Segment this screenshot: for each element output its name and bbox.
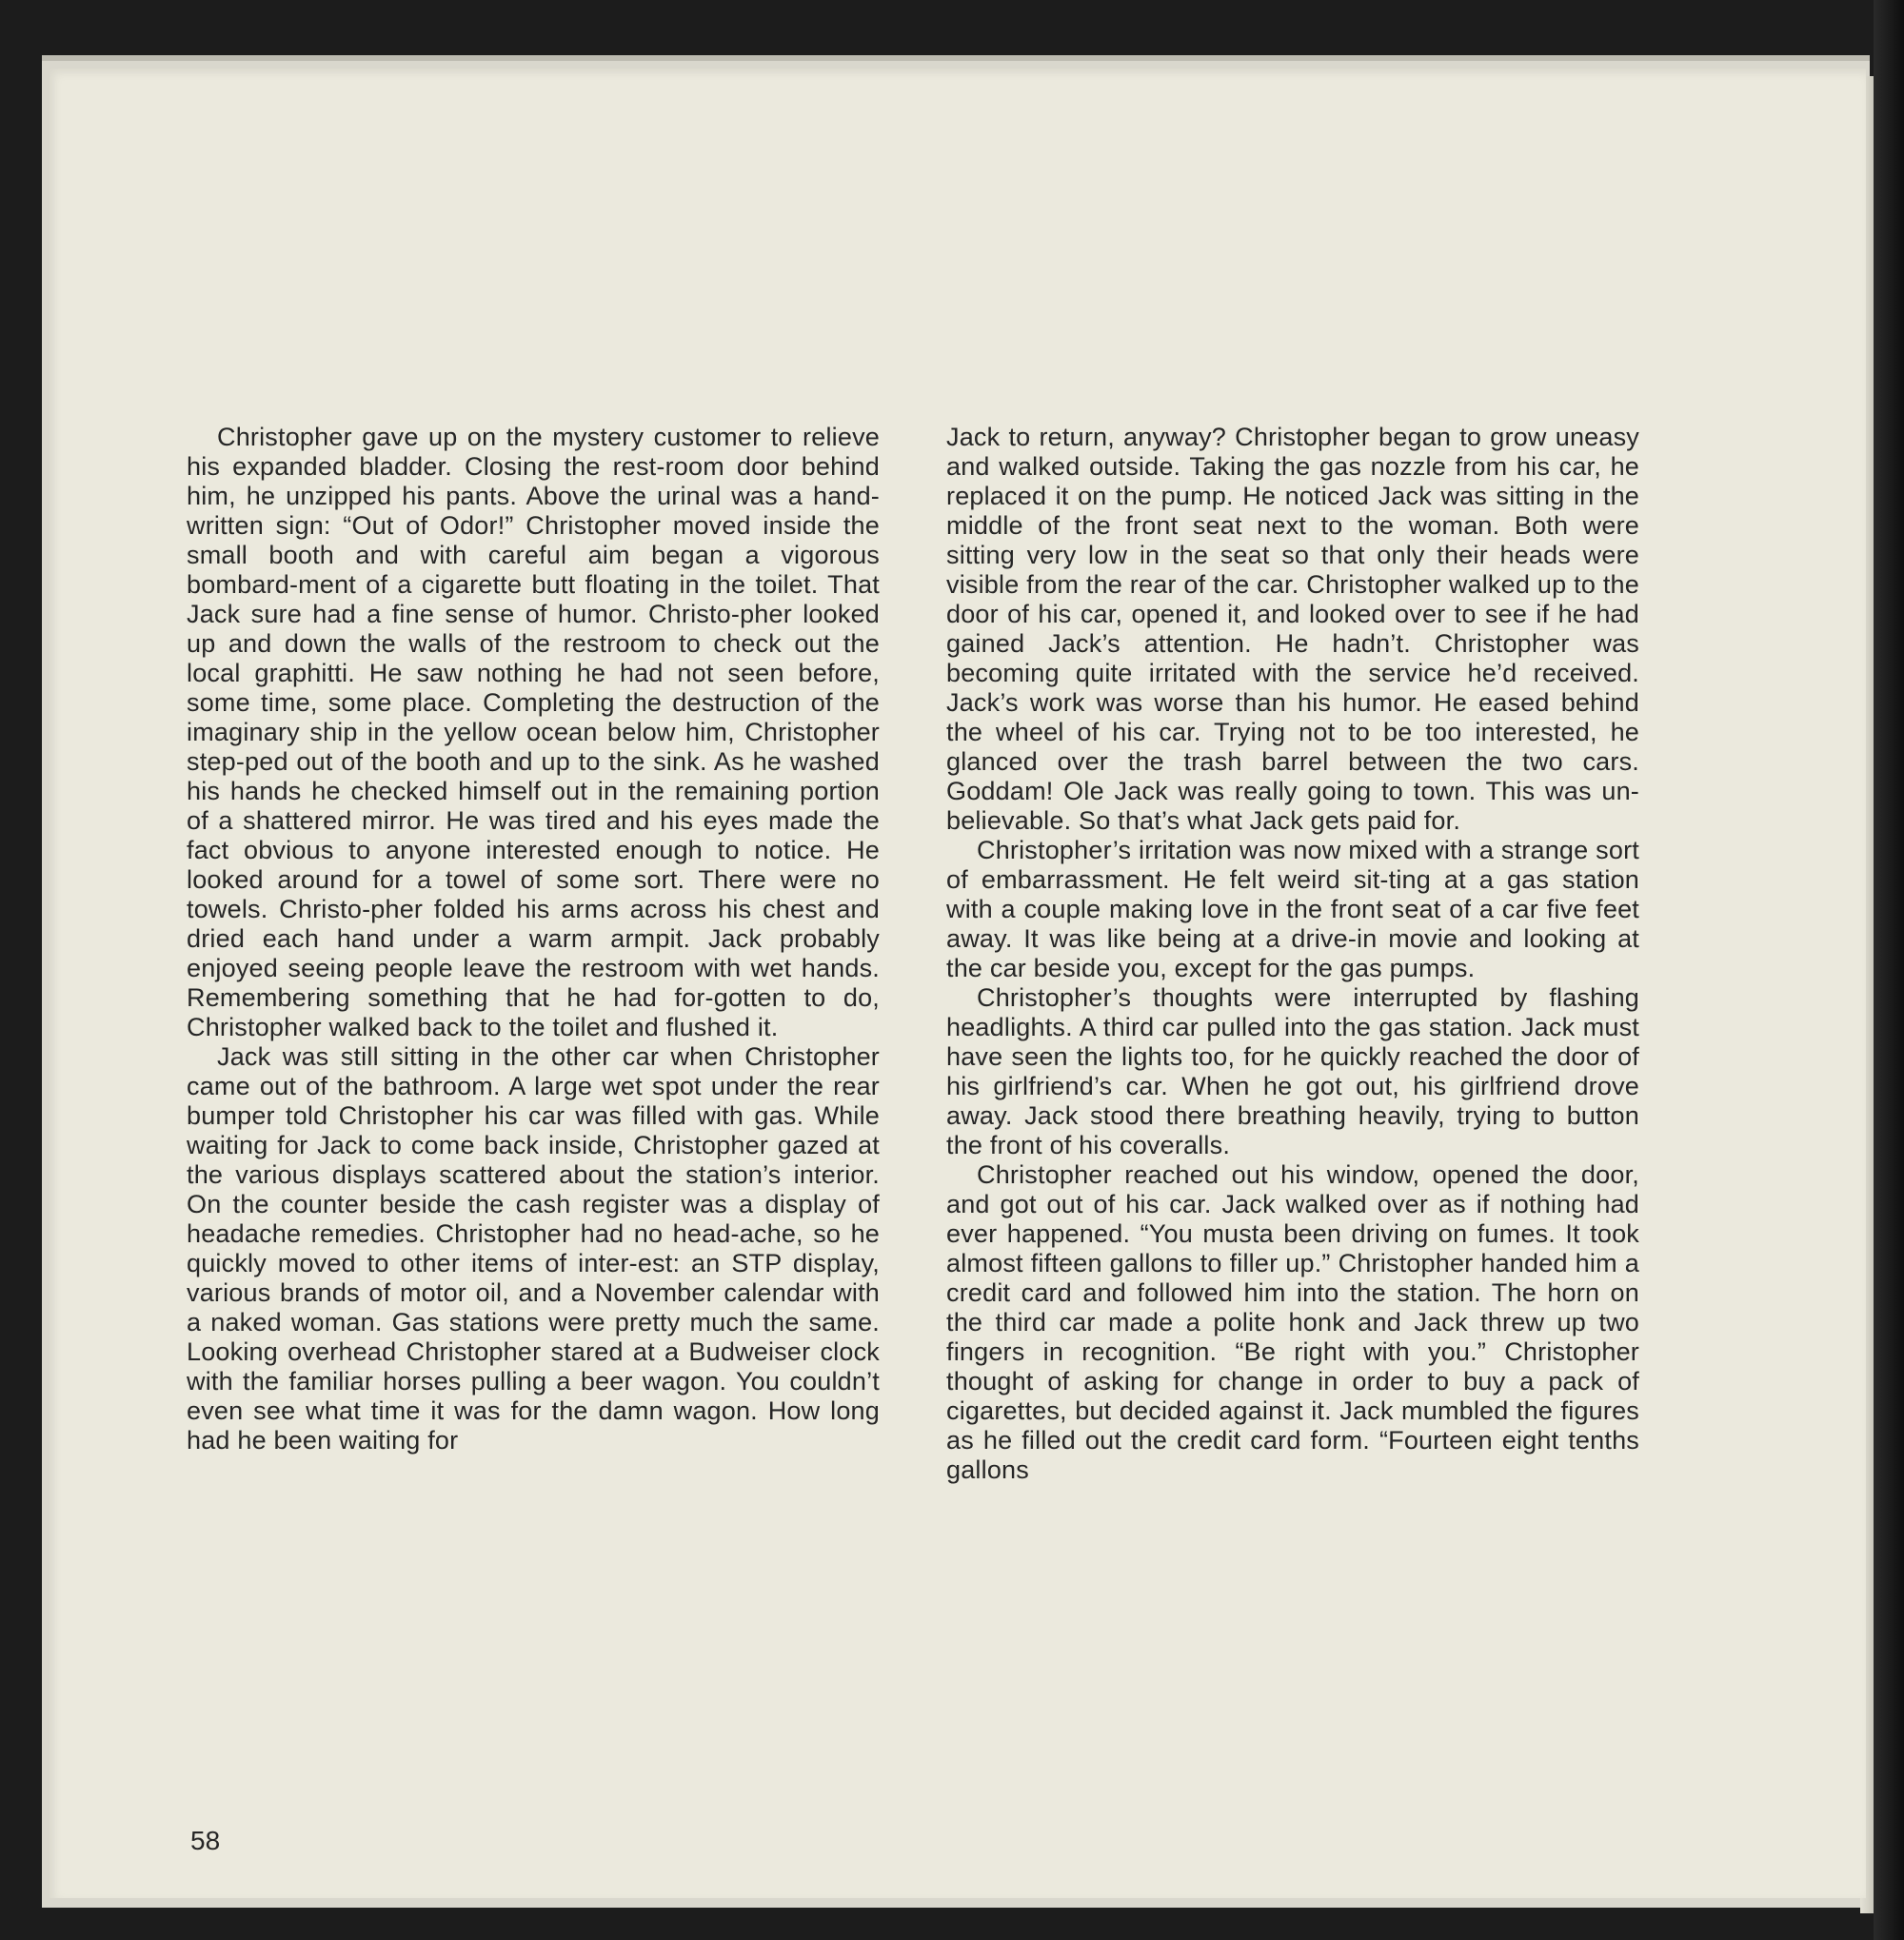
paragraph: Christopher’s thoughts were interrupted by flashing headlights. A third car pulled into the gas station. Jack must have seen the lights too, for he quickly reached the door of his girlfriend’s car. When he got out, his girlfriend drove away. Jack stood there breathing heavily, trying to button the front of his coveralls. bbox=[946, 983, 1639, 1159]
page-number: 58 bbox=[190, 1826, 221, 1855]
paragraph: Jack was still sitting in the other car when Christopher came out of the bathroom. A large wet spot under the rear bumper told Christopher his car was filled with gas. While waiting for Jack to come back inside, Christopher gazed at the various displays scattered about the station’s interior. On the counter beside the cash register was a display of headache remedies. Christopher had no head-ache, so he quickly moved to other items of inter-est: an STP display, various brands of motor oil, and a November calendar with a naked woman. Gas stations were pretty much the same. Looking overhead Christopher stared at a Budweiser clock with the familiar horses pulling a beer wagon. You couldn’t even see what time it was for the damn wagon. How long had he been waiting for bbox=[187, 1042, 880, 1455]
paragraph: Christopher gave up on the mystery customer to relieve his expanded bladder. Closing the rest-room door behind him, he unzipped his pants. Above the urinal was a hand-written sign: “Out of Odor!” Christopher moved inside the small booth and with careful aim began a vigorous bombard-ment of a cigarette butt floating in the toilet. That Jack sure had a fine sense of humor. Christo-pher looked up and down the walls of the restroom to check out the local graphitti. He saw nothing he had not seen before, some time, some place. Completing the destruction of the imaginary ship in the yellow ocean below him, Christopher step-ped out of the booth and up to the sink. As he washed his hands he checked himself out in the remaining portion of a shattered mirror. He was tired and his eyes made the fact obvious to anyone interested enough to notice. He looked around for a towel of some sort. There were no towels. Christo-pher folded his arms across his chest and dried each hand under a warm armpit. Jack probably enjoyed seeing people leave the restroom with wet hands. Remembering something that he had for-gotten to do, Christopher walked back to the toilet and flushed it. bbox=[187, 423, 880, 1041]
book-spine bbox=[1874, 0, 1904, 1940]
left-text-column bbox=[187, 423, 880, 1455]
right-text-column bbox=[946, 423, 1639, 1485]
paragraph: Christopher reached out his window, opened the door, and got out of his car. Jack walked over as if nothing had ever happened. “You musta been driving on fumes. It took almost fifteen gallons to filler up.” Christopher handed him a credit card and followed him into the station. The horn on the third car made a polite honk and Jack threw up two fingers in recognition. “Be right with you.” Christopher thought of asking for change in order to buy a pack of cigarettes, but decided against it. Jack mumbled the figures as he filled out the credit card form. “Fourteen eight tenths gallons bbox=[946, 1160, 1639, 1484]
paragraph-continued: Jack to return, anyway? Christopher began to grow uneasy and walked outside. Taking the gas nozzle from his car, he replaced it on the pump. He noticed Jack was sitting in the middle of the front seat next to the woman. Both were sitting very low in the seat so that only their heads were visible from the rear of the car. Christopher walked up to the door of his car, opened it, and looked over to see if he had gained Jack’s attention. He hadn’t. Christopher was becoming quite irritated with the service he’d received. Jack’s work was worse than his humor. He eased behind the wheel of his car. Trying not to be too interested, he glanced over the trash barrel between the two cars. Goddam! Ole Jack was really going to town. This was un-believable. So that’s what Jack gets paid for. bbox=[946, 423, 1639, 835]
paragraph: Christopher’s irritation was now mixed with a strange sort of embarrassment. He felt weird sit-ting at a gas station with a couple making love in the front seat of a car five feet away. It was like being at a drive-in movie and looking at the car beside you, except for the gas pumps. bbox=[946, 836, 1639, 982]
